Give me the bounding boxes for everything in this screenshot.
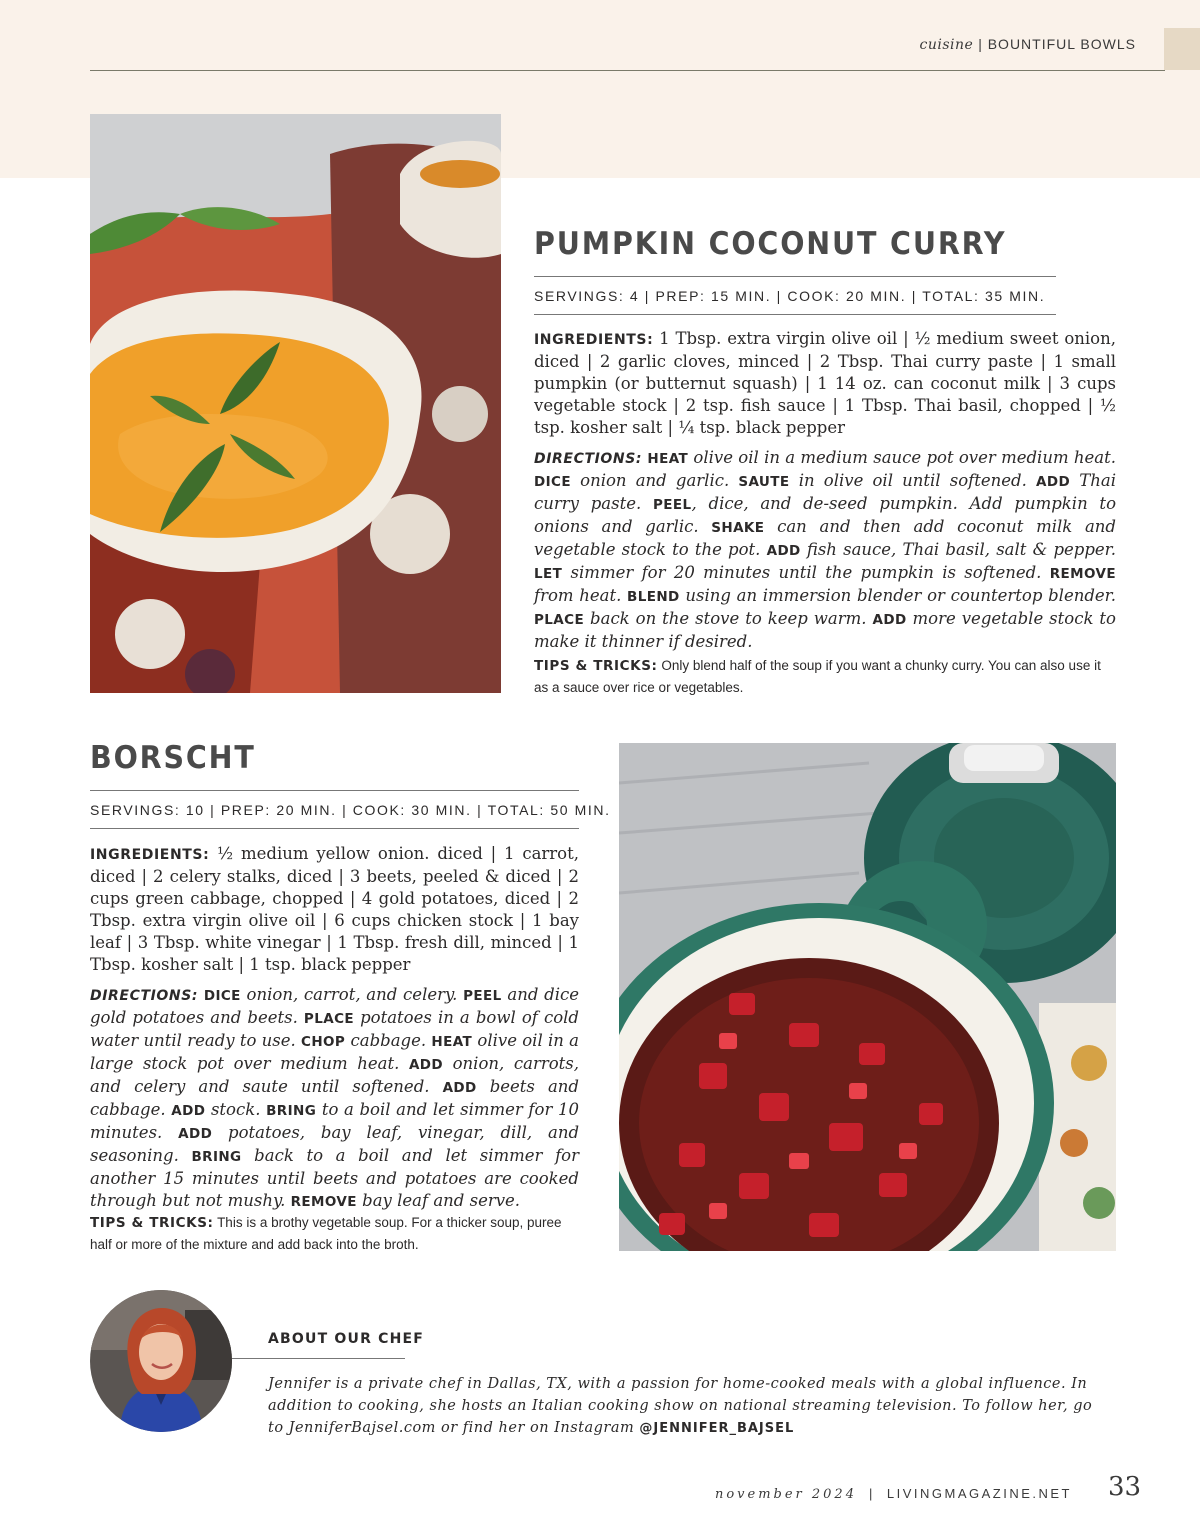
title-rule-borscht bbox=[90, 790, 579, 791]
meta-rule-curry bbox=[534, 314, 1056, 315]
direction-keyword: PEEL bbox=[652, 497, 692, 513]
direction-keyword: DICE bbox=[534, 474, 571, 490]
about-chef-heading: ABOUT OUR CHEF bbox=[268, 1331, 425, 1347]
tips-borscht bbox=[90, 1212, 579, 1256]
direction-text: bay leaf and serve. bbox=[356, 1191, 521, 1210]
page-number: 33 bbox=[1108, 1472, 1142, 1502]
issue-date: november 2024 bbox=[714, 1487, 857, 1502]
tips-text: This is a brothy vegetable soup. For a thicker soup, puree half or more of the mixture and add back into the broth. bbox=[90, 1215, 562, 1252]
direction-text: beets and cabbage. bbox=[90, 1077, 579, 1119]
direction-keyword: REMOVE bbox=[1049, 566, 1116, 582]
direction-keyword: CHOP bbox=[301, 1034, 346, 1050]
header-divider bbox=[90, 70, 1165, 71]
meta-rule-borscht bbox=[90, 828, 579, 829]
chef-avatar bbox=[90, 1290, 232, 1432]
tips-text: Only blend half of the soup if you want a chunky curry. You can also use it as a sauce over rice or vegetables. bbox=[534, 658, 1101, 695]
direction-text: back to a boil and let simmer for another 15 minutes until beets and potatoes are cooked through but not mushy. bbox=[90, 1146, 579, 1210]
directions-label: DIRECTIONS: bbox=[90, 988, 199, 1004]
chef-bio-text: Jennifer is a private chef in Dallas, TX, with a passion for home-cooked meals with a global influence. In addition to cooking, she hosts an Italian cooking show on national streaming television. To follow her, go to JenniferBajsel.com or find her on Instagram bbox=[268, 1376, 1093, 1436]
title-rule-curry bbox=[534, 276, 1056, 277]
direction-keyword: BLEND bbox=[627, 589, 680, 605]
direction-text: to a boil and let simmer for 10 minutes. bbox=[90, 1100, 579, 1142]
section-header bbox=[919, 36, 1136, 53]
direction-keyword: SAUTE bbox=[738, 474, 790, 490]
directions-curry bbox=[534, 447, 1116, 653]
direction-keyword: PLACE bbox=[303, 1011, 354, 1027]
direction-keyword: ADD bbox=[171, 1103, 206, 1119]
ingredients-text: 1 Tbsp. extra virgin olive oil | ½ medium sweet onion, diced | 2 garlic cloves, minced | 2 Tbsp. Thai curry paste | 1 small pumpkin (or butternut squash) | 1 14 oz. can coconut milk | 3 cups vegetable stock | 2 tsp. fish sauce | 1 Tbsp. Thai basil, chopped | ½ tsp. kosher salt | ¼ tsp. black pepper bbox=[534, 329, 1116, 437]
direction-keyword: HEAT bbox=[431, 1034, 473, 1050]
direction-keyword: BRING bbox=[191, 1149, 242, 1165]
tips-label: TIPS & TRICKS: bbox=[90, 1215, 214, 1231]
directions-borscht bbox=[90, 984, 579, 1213]
direction-keyword: LET bbox=[534, 566, 563, 582]
footer-separator: | bbox=[868, 1486, 875, 1501]
direction-keyword: BRING bbox=[266, 1103, 317, 1119]
direction-text: , dice, and de-seed pumpkin. Add pumpkin to onions and garlic. bbox=[534, 494, 1116, 536]
direction-text: potatoes in a bowl of cold water until ready to use. bbox=[90, 1008, 579, 1050]
direction-text: cabbage. bbox=[345, 1031, 432, 1050]
direction-text: back on the stove to keep warm. bbox=[584, 609, 873, 628]
tips-label: TIPS & TRICKS: bbox=[534, 658, 658, 674]
chef-bio bbox=[268, 1373, 1098, 1440]
direction-text: from heat. bbox=[534, 586, 628, 605]
ingredients-text: ½ medium yellow onion. diced | 1 carrot, diced | 2 celery stalks, diced | 3 beets, peeled & diced | 2 cups green cabbage, chopped | 4 gold potatoes, diced | 2 Tbsp. extra virgin olive oil | 6 cups chicken stock | 1 bay leaf | 3 Tbsp. white vinegar | 1 Tbsp. fresh dill, minced | 1 Tbsp. kosher salt | 1 tsp. black pepper bbox=[90, 844, 579, 974]
direction-text: onion and garlic. bbox=[570, 471, 739, 490]
direction-text: in olive oil until softened. bbox=[789, 471, 1037, 490]
direction-text: olive oil in a medium sauce pot over medium heat. bbox=[688, 448, 1116, 467]
direction-text: onion, carrot, and celery. bbox=[240, 985, 464, 1004]
recipe-meta-curry: SERVINGS: 4 | PREP: 15 MIN. | COOK: 20 MIN. | TOTAL: 35 MIN. bbox=[534, 288, 1046, 304]
header-tab-marker bbox=[1164, 28, 1200, 70]
header-separator: | bbox=[978, 36, 983, 52]
direction-keyword: ADD bbox=[872, 612, 907, 628]
direction-text: fish sauce, Thai basil, salt & pepper. bbox=[800, 540, 1116, 559]
direction-keyword: REMOVE bbox=[290, 1194, 357, 1210]
recipe-meta-borscht: SERVINGS: 10 | PREP: 20 MIN. | COOK: 30 MIN. | TOTAL: 50 MIN. bbox=[90, 802, 611, 818]
direction-keyword: SHAKE bbox=[711, 520, 765, 536]
direction-text: olive oil in a large stock pot over medium heat. bbox=[90, 1031, 579, 1073]
magazine-site: LIVINGMAGAZINE.NET bbox=[886, 1486, 1072, 1501]
ingredients-label: INGREDIENTS: bbox=[534, 332, 654, 348]
direction-text: stock. bbox=[205, 1100, 267, 1119]
direction-keyword: ADD bbox=[1036, 474, 1071, 490]
direction-keyword: DICE bbox=[203, 988, 241, 1004]
page-footer bbox=[715, 1486, 1072, 1502]
direction-text: and dice gold potatoes and beets. bbox=[90, 985, 579, 1027]
direction-keyword: HEAT bbox=[647, 451, 689, 467]
ingredients-borscht bbox=[90, 843, 579, 976]
direction-text: potatoes, bay leaf, vinegar, dill, and seasoning. bbox=[90, 1123, 580, 1165]
direction-keyword: PLACE bbox=[534, 612, 585, 628]
tips-curry bbox=[534, 655, 1116, 699]
direction-keyword: ADD bbox=[178, 1126, 213, 1142]
direction-text: simmer for 20 minutes until the pumpkin is softened. bbox=[562, 563, 1050, 582]
directions-label: DIRECTIONS: bbox=[534, 451, 643, 467]
pumpkin-curry-photo bbox=[90, 114, 501, 693]
recipe-title-curry: PUMPKIN COCONUT CURRY bbox=[534, 226, 1007, 262]
direction-text: onion, carrots, and celery and saute until softened. bbox=[90, 1054, 579, 1096]
ingredients-label: INGREDIENTS: bbox=[90, 847, 210, 863]
direction-keyword: ADD bbox=[766, 543, 801, 559]
borscht-photo bbox=[619, 743, 1116, 1251]
direction-text: Thai curry paste. bbox=[534, 471, 1116, 513]
about-chef-rule bbox=[232, 1358, 405, 1359]
recipe-title-borscht: BORSCHT bbox=[90, 740, 256, 776]
instagram-handle[interactable]: @JENNIFER_BAJSEL bbox=[639, 1421, 795, 1436]
section-name: cuisine bbox=[919, 37, 974, 53]
direction-keyword: ADD bbox=[442, 1080, 477, 1096]
direction-text: more vegetable stock to make it thinner if desired. bbox=[534, 609, 1116, 651]
category-name: BOUNTIFUL BOWLS bbox=[987, 36, 1136, 52]
direction-text: using an immersion blender or countertop blender. bbox=[679, 586, 1116, 605]
direction-keyword: ADD bbox=[408, 1057, 443, 1073]
direction-text: can and then add coconut milk and vegetable stock to the pot. bbox=[534, 517, 1116, 559]
direction-keyword: PEEL bbox=[463, 988, 502, 1004]
ingredients-curry bbox=[534, 328, 1116, 439]
